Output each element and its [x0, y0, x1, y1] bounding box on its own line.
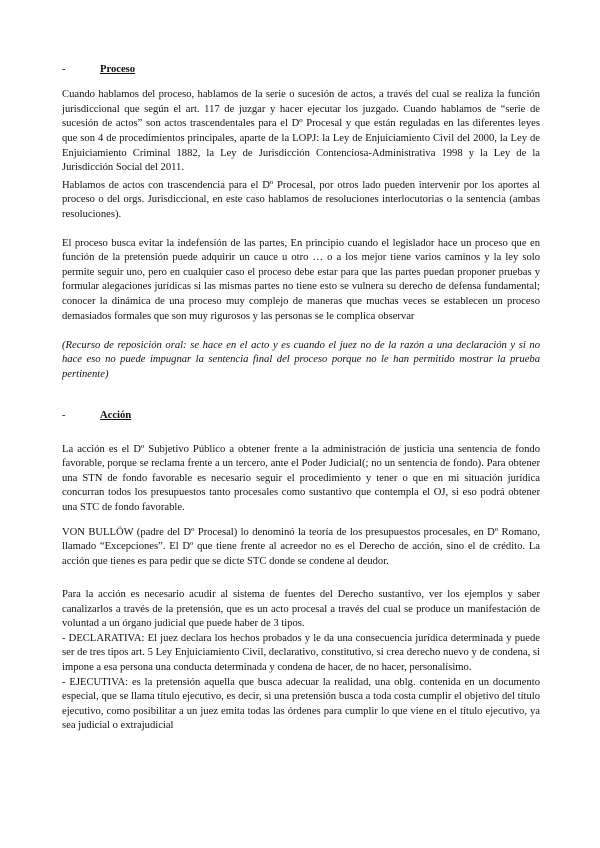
- paragraph: El proceso busca evitar la indefensión de las partes, En principio cuando el legislador hace un proceso que en función de la pretensión puede adquirir un cauce u otro … o a los mejor tiene varios caminos y la ley solo permite seguir uno, pero en cualquier caso el proceso debe estar para que las partes puedan proponer pruebas y formular alegaciones jurídicas si las mismas partes no tiene esto se vulnera su derecho de defensa fundamental; conocer la dinámica de una proceso muy complejo de maneras que muchas veces se establecen un proceso demasiados formales que son muy rigurosos y las personas se le complica observar: [62, 237, 540, 322]
- italic-note: (Recurso de reposición oral: se hace en el acto y es cuando el juez no de la razón a una declaración y si no hace eso no puede impugnar la sentencia final del proceso porque no le han permitido mostrar la prueba pertinente): [62, 339, 540, 380]
- bullet-dash: -: [62, 64, 66, 75]
- heading-text: Acción: [100, 410, 132, 421]
- paragraph-pretension: [62, 588, 540, 734]
- list-item-ejecutiva: - EJECUTIVA: es la pretensión aquella que busca adecuar la realidad, una oblg. contenida en un documento especial, que se llama título ejecutivo, es decir, si una pretensión busca a toda costa cumplir el objetivo del título ejecutivo, como posibilitar a un juez emita todas las órdenes para cumplir lo que viene en el título ejecutivo, ya sea judicial o extrajudicial: [62, 676, 540, 732]
- heading-text: Proceso: [100, 64, 136, 75]
- paragraph: La acción es el Dº Subjetivo Público a obtener frente a la administración de justicia una sentencia de fondo favorable, porque se reclama frente a un tercero, ante el Poder Judicial(; no un sentencia de fondo). Para obtener una STN de fondo favorable es necesario seguir el procedimiento y tener o que en mi situación jurídica concurran todos los presupuestos tanto procesales como sustantivo que contempla el OJ, si eso podrá obtener una STC de fondo favorable.: [62, 443, 540, 513]
- bullet-dash: -: [62, 410, 66, 421]
- paragraph-text: Para la acción es necesario acudir al sistema de fuentes del Derecho sustantivo, ver los ejemplos y saber canalizarlos a través de la pretensión, que es un acto procesal a través del cual se produce un manifestación de voluntad a un órgano judicial que puede haber de 3 tipos.: [62, 589, 540, 630]
- paragraph-text: Cuando hablamos del proceso, hablamos de la serie o sucesión de actos, a través del cual se realiza la función jurisdiccional que según el art. 117 de juzgar y hacer ejecutar los juzgado. Cuando hablamos de “serie de sucesión de actos” son actos trascendentales para el Dº Procesal y que están reguladas en las diferentes leyes que son 4 de procedimientos principales, aparte de la LOPJ: la Ley de Enjuiciamiento Civil del 2000, la Ley de Enjuiciamiento Criminal 1882, la Ley de Jurisdicción Contenciosa-Administrativa 1998 y la Ley de la Jurisdicción Social del 2011.: [62, 89, 540, 174]
- list-item-declarativa: - DECLARATIVA: El juez declara los hechos probados y le da una consecuencia jurídica determinada y puede ser de tres tipos art. 5 Ley Enjuiciamiento Civil, declarativo, constitutivo, si crea derecho nuevo y de condena, si impone a esa persona una conducta determinada y condena de hacer, de no hacer, personalísimo.: [62, 632, 540, 673]
- section-heading-accion: [62, 410, 131, 421]
- paragraph: [62, 74, 540, 176]
- paragraph: VON BULLÖW (padre del Dº Procesal) lo denominó la teoría de los presupuestos procesales, en Dº Romano, llamado “Excepciones”. El Dº que tiene frente al acreedor no es el Derecho de acción, sino el de crédito. La acción que tienes es para pedir que se dicte STC donde se condene al deudor.: [62, 526, 540, 567]
- paragraph: Hablamos de actos con trascendencia para el Dº Procesal, por otros lado pueden intervenir por los aportes al proceso o del orgs. Jurisdiccional, en este caso hablamos de resoluciones interlocutorias o la sentencia (ambas resoluciones).: [62, 179, 540, 220]
